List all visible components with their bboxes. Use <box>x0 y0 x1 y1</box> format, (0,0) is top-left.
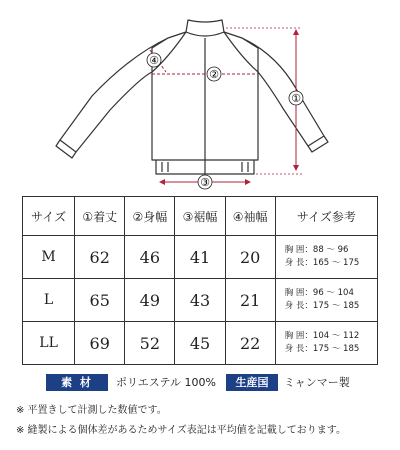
size-reference <box>275 279 377 322</box>
height-reference: 身 長：175 ～ 185 <box>284 344 360 354</box>
chest-value: 46 <box>125 236 175 279</box>
size-reference <box>275 322 377 365</box>
garment-diagram <box>0 0 400 190</box>
height-reference: 身 長：165 ～ 175 <box>284 258 360 268</box>
sleeve-value: 20 <box>225 236 275 279</box>
material-info <box>46 374 376 391</box>
measurement-note: ※ 平置きして計測した数値です。 <box>16 405 167 416</box>
chest-reference: 胸 囲：104 ～ 112 <box>284 331 360 341</box>
material-value: ポリエステル 100% <box>116 376 216 389</box>
sleeve-value: 21 <box>225 279 275 322</box>
marker-2: ② <box>209 68 219 81</box>
table-row <box>23 279 378 322</box>
table-row <box>23 236 378 279</box>
height-reference: 身 長：175 ～ 185 <box>284 301 360 311</box>
header-sleeve: ④袖幅 <box>225 197 275 236</box>
chest-reference: 胸 囲：88 ～ 96 <box>284 245 349 255</box>
sewing-variance-note: ※ 縫製による個体差があるためサイズ表記は平均値を記載しております。 <box>16 425 346 436</box>
hem-value: 45 <box>175 322 225 365</box>
hem-value: 41 <box>175 236 225 279</box>
size-label: M <box>23 236 75 279</box>
header-hem: ③裾幅 <box>175 197 225 236</box>
size-label: L <box>23 279 75 322</box>
marker-1: ① <box>291 92 301 105</box>
header-size: サイズ <box>23 197 75 236</box>
size-label: LL <box>23 322 75 365</box>
length-value: 62 <box>75 236 125 279</box>
size-reference <box>275 236 377 279</box>
material-badge: 素 材 <box>46 374 108 391</box>
header-chest: ②身幅 <box>125 197 175 236</box>
sleeve-value: 22 <box>225 322 275 365</box>
jacket-outline <box>56 20 328 174</box>
table-row <box>23 322 378 365</box>
length-value: 65 <box>75 279 125 322</box>
hem-value: 43 <box>175 279 225 322</box>
size-table <box>22 196 378 365</box>
origin-badge: 生産国 <box>226 374 278 391</box>
header-size-reference: サイズ参考 <box>275 197 377 236</box>
chest-value: 52 <box>125 322 175 365</box>
chest-reference: 胸 囲：96 ～ 104 <box>284 288 354 298</box>
origin-value: ミャンマー製 <box>284 376 350 389</box>
header-length: ①着丈 <box>75 197 125 236</box>
table-header-row <box>23 197 378 236</box>
dimension-hem <box>160 175 250 189</box>
marker-4: ④ <box>149 54 159 67</box>
length-value: 69 <box>75 322 125 365</box>
chest-value: 49 <box>125 279 175 322</box>
marker-3: ③ <box>200 176 210 189</box>
